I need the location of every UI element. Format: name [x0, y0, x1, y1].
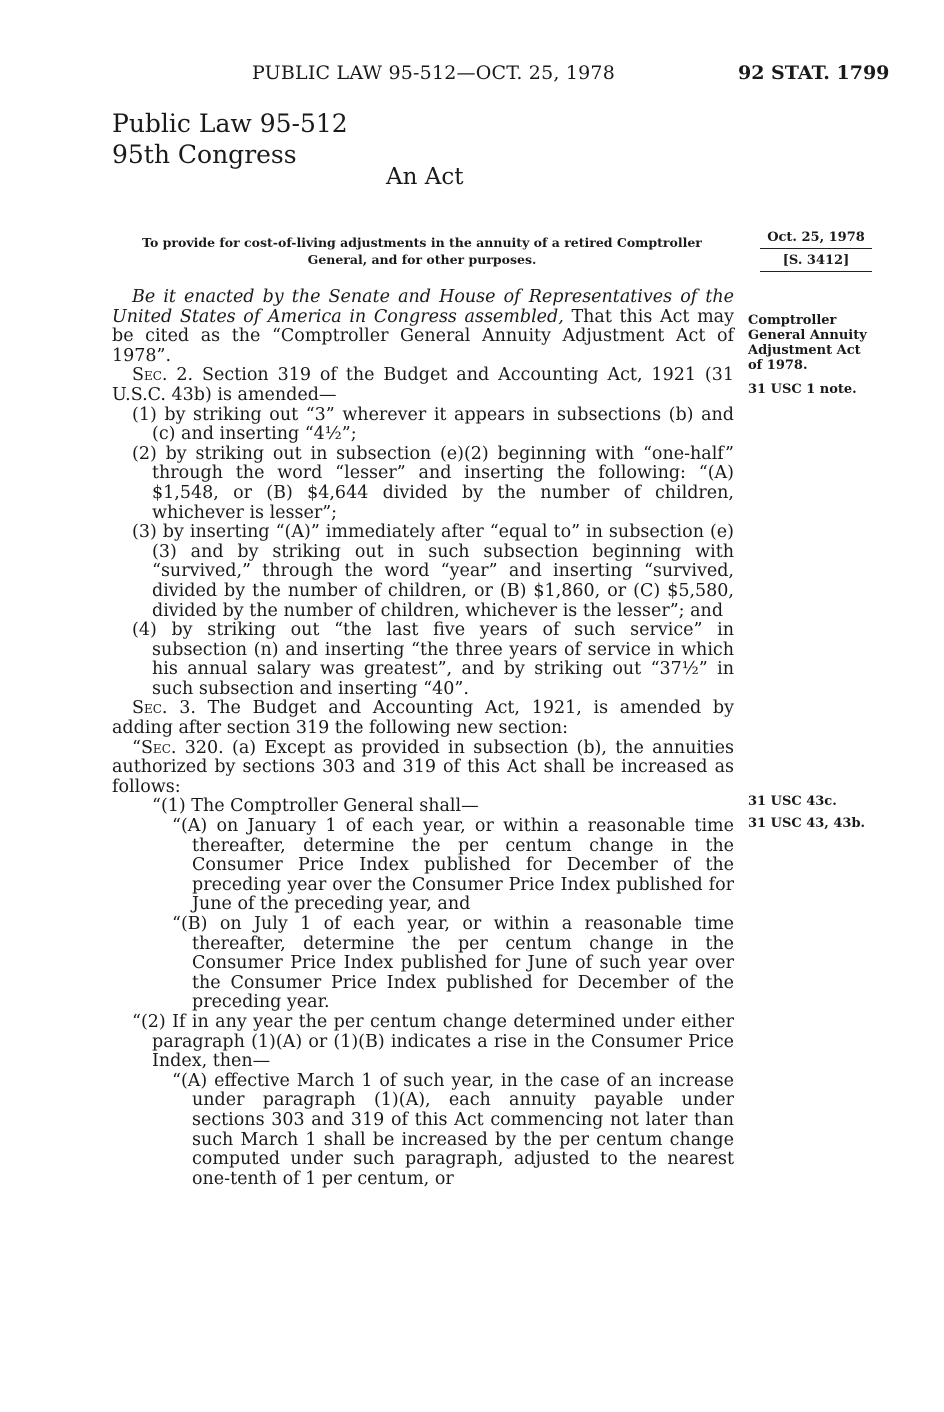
section-3-label: Sec. 3.: [132, 698, 196, 719]
enactment-date: Oct. 25, 1978: [760, 230, 872, 249]
public-law-number: Public Law 95-512: [112, 109, 348, 138]
paragraph-1-b: “(B) on July 1 of each year, or within a reasonable time thereafter, determine the per centum change in the Consumer Price Index published for June of such year over the Consumer Price Index published for December of the preceding year.: [172, 914, 734, 1013]
paragraph-1: “(1) The Comptroller General shall—: [152, 796, 479, 817]
paragraph-1-a: “(A) on January 1 of each year, or within a reasonable time thereafter, determine the per centum change in the Consumer Price Index published for December of the preceding year over the Consumer Price Index published for June of the preceding year, and: [172, 816, 734, 915]
paragraph-2-a: “(A) effective March 1 of such year, in the case of an increase under paragraph (1)(A), each annuity payable under sections 303 and 319 of this Act commencing not later than such March 1 shall be increased by the per centum change computed under such paragraph, adjusted to the nearest one-tenth of 1 per centum, or: [172, 1070, 734, 1189]
margin-note-43: 31 USC 43, 43b.: [748, 816, 866, 831]
purpose-statement: To provide for cost-of-living adjustments in the annuity of a retired Comptroller General, and for other purposes.: [142, 235, 702, 267]
date-block: [760, 230, 872, 272]
margin-note-short-title: Comptroller General Annuity Adjustment Act of 1978.: [748, 313, 867, 373]
amendment-item-3: (3) by inserting “(A)” immediately after “equal to” in subsection (e)(3) and by striking out in such subsection beginning with “survived,” through the word “year” and inserting “survived, divided by the number of children, or (B) $1,860, or (C) $5,580, divided by the number of children, whichever is the lesser”; and: [132, 522, 734, 621]
enacting-formula: Be it enacted by the Senate and House of Representatives of the United States of America in Congress assembled,: [112, 287, 734, 327]
paragraph-2: “(2) If in any year the per centum change determined under either paragraph (1)(A) or (1)(B) indicates a rise in the Consumer Price Index, then—: [132, 1011, 734, 1072]
short-title-clause: That this Act may be cited as the “Comptroller General Annuity Adjustment Act of 1978”.: [112, 306, 734, 366]
section-320-label: “Sec. 320.: [132, 737, 224, 758]
section-2-text: Section 319 of the Budget and Accounting Act, 1921 (31 U.S.C. 43b) is amended—: [112, 365, 734, 405]
act-heading: An Act: [386, 164, 464, 190]
amendment-item-1: (1) by striking out “3” wherever it appears in subsections (b) and (c) and inserting “4½”;: [132, 404, 734, 445]
section-3-text: The Budget and Accounting Act, 1921, is amended by adding after section 319 the following new section:: [112, 698, 734, 739]
bill-number: [S. 3412]: [760, 249, 872, 272]
section-3: [112, 699, 734, 738]
act-body: [112, 288, 734, 1189]
section-320-text: (a) Except as provided in subsection (b), the annuities authorized by sections 303 and 319 of this Act shall be increased as follows:: [112, 737, 734, 797]
law-title-block: [112, 108, 348, 170]
enacting-clause: [112, 288, 734, 366]
running-head: PUBLIC LAW 95-512—OCT. 25, 1978: [252, 62, 616, 84]
amendment-item-4: (4) by striking out “the last five years of such service” in subsection (n) and inserting “the three years of service in which his annual salary was greatest”, and by striking out “37½” in such subsection and inserting “40”.: [132, 620, 734, 699]
amendment-item-2: (2) by striking out in subsection (e)(2) beginning with “one-half” through the word “lesser” and inserting the following: “(A) $1,548, or (B) $4,644 divided by the number of children, whichever is lesser”;: [132, 443, 734, 523]
congress-number: 95th Congress: [112, 140, 297, 169]
statute-page-number: 92 STAT. 1799: [738, 62, 890, 84]
section-320: [112, 739, 734, 798]
margin-note-citation: 31 USC 1 note.: [748, 382, 857, 397]
section-2: [112, 366, 734, 405]
margin-note-43c: 31 USC 43c.: [748, 794, 837, 809]
section-2-label: Sec. 2.: [132, 365, 194, 386]
